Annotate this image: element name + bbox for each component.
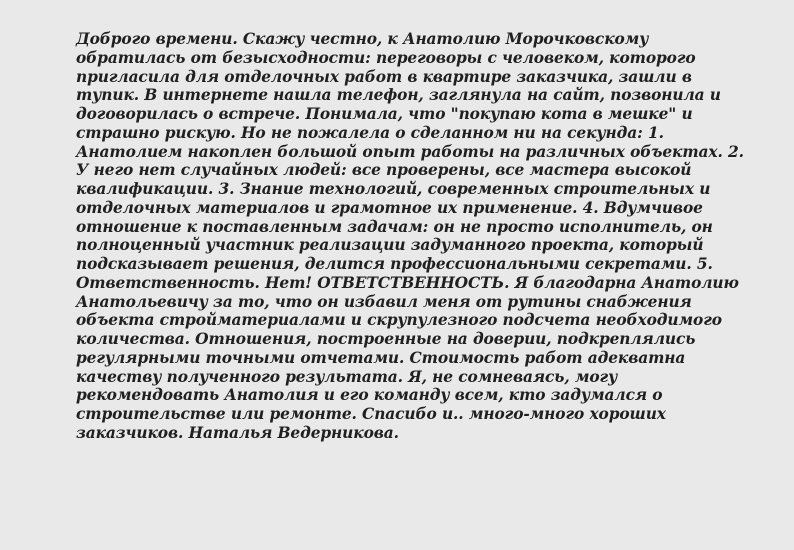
review-text: Доброго времени. Скажу честно, к Анатолию Морочковскому обратилась от безысходности: переговоры с человеком, которого пригласила для отделочных работ в квартире заказчика, зашли в тупик. В интернете нашла телефон, заглянула на сайт, позвонила и договорилась о встрече. Понимала, что "покупаю кота в мешке" и страшно рискую. Но не пожалела о сделанном ни на секунда: 1. Анатолием накоплен большой опыт работы на различных объектах. 2. У него нет случайных людей: все проверены, все мастера высокой квалификации. 3. Знание технологий, современных строительных и отделочных материалов и грамотное их применение. 4. Вдумчивое отношение к поставленным задачам: он не просто исполнитель, он полноценный участник реализации задуманного проекта, который подсказывает решения, делится профессиональными секретами. 5. Ответственность. Нет! ОТВЕТСТВЕННОСТЬ. Я благодарна Анатолию Анатольевичу за то, что он избавил меня от рутины снабжения объекта стройматериалами и скрупулезного подсчета необходимого количества. Отношения, построенные на доверии, подкреплялись регулярными точными отчетами. Стоимость работ адекватна качеству полученного результата. Я, не сомневаясь, могу рекомендовать Анатолия и его команду всем, кто задумался о строительстве или ремонте. Спасибо и.. много-много хороших заказчиков. Наталья Ведерникова. (76, 30, 744, 442)
